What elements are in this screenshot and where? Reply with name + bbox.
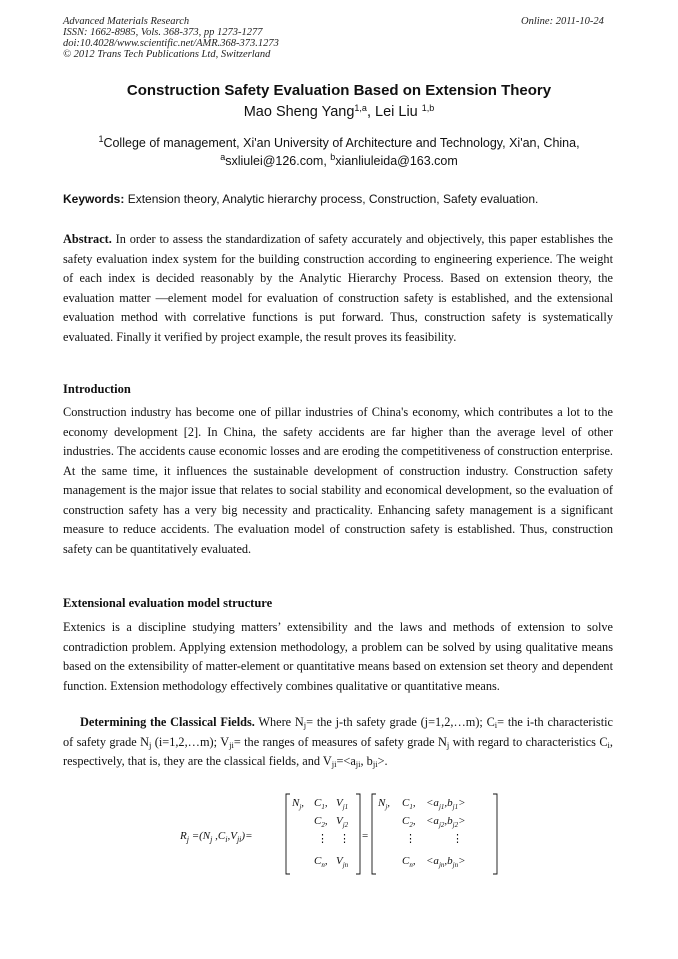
matrix-r-vdots-1: ⋮	[405, 833, 416, 845]
email-b: xianliuleida@163.com	[335, 154, 458, 168]
left-matrix-bracket-r	[356, 794, 360, 874]
extensional-text: Extenics is a discipline studying matters’ extensibility and the laws and methods of extension to solve contradiction problem. Applying extension methodology, a problem can be solved by using qualitative means based on the extensibility of matter-element or quantitative means based on extension set theory and dependent function. Extension methodology effectively combines qualitative or quantitative means.	[63, 620, 613, 693]
introduction-text: Construction industry has become one of pillar industries of China's economy, which contributes a lot to the economy development [2]. In China, the safety accidents are far higher than the average level of other industries. The accidents cause economic losses and are eroding the competitiveness of construction enterprise. At the same time, it influences the sustainable development of construction industry. Construction safety management is the major issue that relates to social stability and economical development, so the evaluation of construction safety has a very big necessity and practicality. Enhancing safety management is a significant measure to reduce accidents. The evaluation model of construction safety is established. Thus, construction safety can be quantitatively evaluated.	[63, 405, 613, 556]
author-separator: ,	[366, 104, 375, 120]
cf-text: , respectively, that is, they are the classical fields, and V	[63, 734, 613, 768]
affil-marker: 1	[98, 134, 104, 144]
cf-text: >.	[377, 754, 388, 768]
cf-sub: ji	[372, 759, 378, 769]
matrix-r-cn: $C_n$,	[402, 855, 416, 869]
affiliation-line	[63, 134, 615, 152]
copyright-line: © 2012 Trans Tech Publications Ltd, Switzerland	[63, 49, 271, 60]
email-marker-a: a	[220, 152, 226, 162]
cf-sub: ji	[331, 759, 337, 769]
classical-field-formula	[180, 790, 500, 878]
cf-sub: j	[148, 739, 152, 750]
keywords-text: Extension theory, Analytic hierarchy process, Construction, Safety evaluation.	[124, 192, 539, 206]
matrix-r-interval-n: $<a_{jn},b_{jn}>$	[426, 855, 466, 869]
formula-lhs: $R_j =(N_j$ $,C_i,V_{ji})=$	[180, 830, 253, 844]
cf-sub: ji	[355, 759, 361, 769]
classical-fields-label: Determining the Classical Fields.	[80, 715, 255, 729]
paper-title: Construction Safety Evaluation Based on Extension Theory	[126, 82, 552, 99]
extensional-heading: Extensional evaluation model structure	[63, 596, 273, 610]
cf-text: with regard to characteristics C	[449, 734, 608, 749]
cf-text: = the ranges of measures of safety grade N	[233, 734, 447, 749]
author-2: Lei Liu	[375, 104, 422, 120]
cf-text: = the j-th safety grade (j=1,2,…m); C	[306, 715, 495, 729]
author-1-affil: 1,a	[354, 103, 367, 113]
matrix-r-c2: $C_2$,	[402, 815, 416, 829]
abstract	[63, 230, 613, 347]
matrix-l-vdots-2: ⋮	[339, 833, 350, 845]
keywords-label: Keywords:	[63, 192, 125, 206]
cf-text: , b	[360, 754, 373, 768]
matrix-l-c1: $C_1$,	[314, 797, 328, 811]
email-a: sxliulei@126.com,	[225, 154, 331, 168]
matrix-r-interval-2: $<a_{j2},b_{j2}>$	[426, 815, 466, 829]
matrix-r-vdots-2: ⋮	[452, 833, 463, 845]
cf-text: Where N	[254, 715, 304, 729]
affiliation	[63, 134, 615, 170]
formula-equals: =	[362, 830, 369, 842]
keywords	[63, 192, 615, 206]
cf-text: =<a	[336, 754, 356, 768]
matrix-r-c1: $C_1$,	[402, 797, 416, 811]
author-1: Mao Sheng Yang	[243, 104, 355, 120]
left-matrix-bracket-l	[286, 794, 290, 874]
matrix-l-vn: $V_{jn}$	[336, 855, 349, 869]
introduction-heading: Introduction	[63, 382, 131, 396]
formula-svg	[180, 790, 500, 878]
right-matrix-bracket-l	[372, 794, 376, 874]
matrix-l-v2: $V_{j2}$	[336, 815, 349, 829]
cf-sub: i	[494, 720, 498, 730]
matrix-l-n: $N_j$,	[292, 797, 305, 811]
author-2-affil: 1,b	[421, 103, 435, 113]
abstract-label: Abstract.	[63, 232, 112, 246]
cf-sub: i	[607, 739, 610, 750]
cf-text: (i=1,2,…m); V	[151, 734, 230, 749]
classical-fields-paragraph	[63, 713, 613, 772]
email-marker-b: b	[330, 152, 336, 162]
cf-sub: ji	[229, 739, 234, 750]
cf-sub: j	[303, 720, 307, 730]
matrix-l-vdots-1: ⋮	[317, 833, 328, 845]
journal-name: Advanced Materials Research	[63, 16, 190, 27]
author-line	[63, 104, 615, 120]
right-matrix-bracket-r	[493, 794, 497, 874]
cf-sub: j	[446, 739, 450, 750]
matrix-l-v1: $V_{j1}$	[336, 797, 349, 811]
matrix-l-c2: $C_2$,	[314, 815, 328, 829]
affil-text: College of management, Xi'an University of Architecture and Technology, Xi'an, China,	[103, 136, 580, 150]
journal-header	[63, 16, 279, 60]
matrix-l-cn: $C_n$,	[314, 855, 328, 869]
issn-line: ISSN: 1662-8985, Vols. 368-373, pp 1273-1277	[63, 27, 263, 38]
online-date: Online: 2011-10-24	[521, 16, 604, 27]
doi-line: doi:10.4028/www.scientific.net/AMR.368-373.1273	[63, 38, 279, 49]
abstract-text: In order to assess the standardization of safety accurately and objectively, this paper establishes the safety evaluation index system for the building construction according to engineering experience. The weight of each index is decided reasonably by the Analytic Hierarchy Process. Based on extension theory, the evaluation matter —element model for evaluation of construction safety is established, and the extensional evaluation method with correlative functions is put forward. Thus, construction safety is systematically evaluated. Finally it verified by project example, the result proves its feasibility.	[63, 232, 613, 344]
cf-text: = the i-th characteristic of safety grade N	[63, 715, 613, 749]
matrix-r-interval-1: $<a_{j1},b_{j1}>$	[426, 797, 466, 811]
matrix-r-n: $N_j$,	[378, 797, 391, 811]
email-line	[63, 152, 615, 170]
